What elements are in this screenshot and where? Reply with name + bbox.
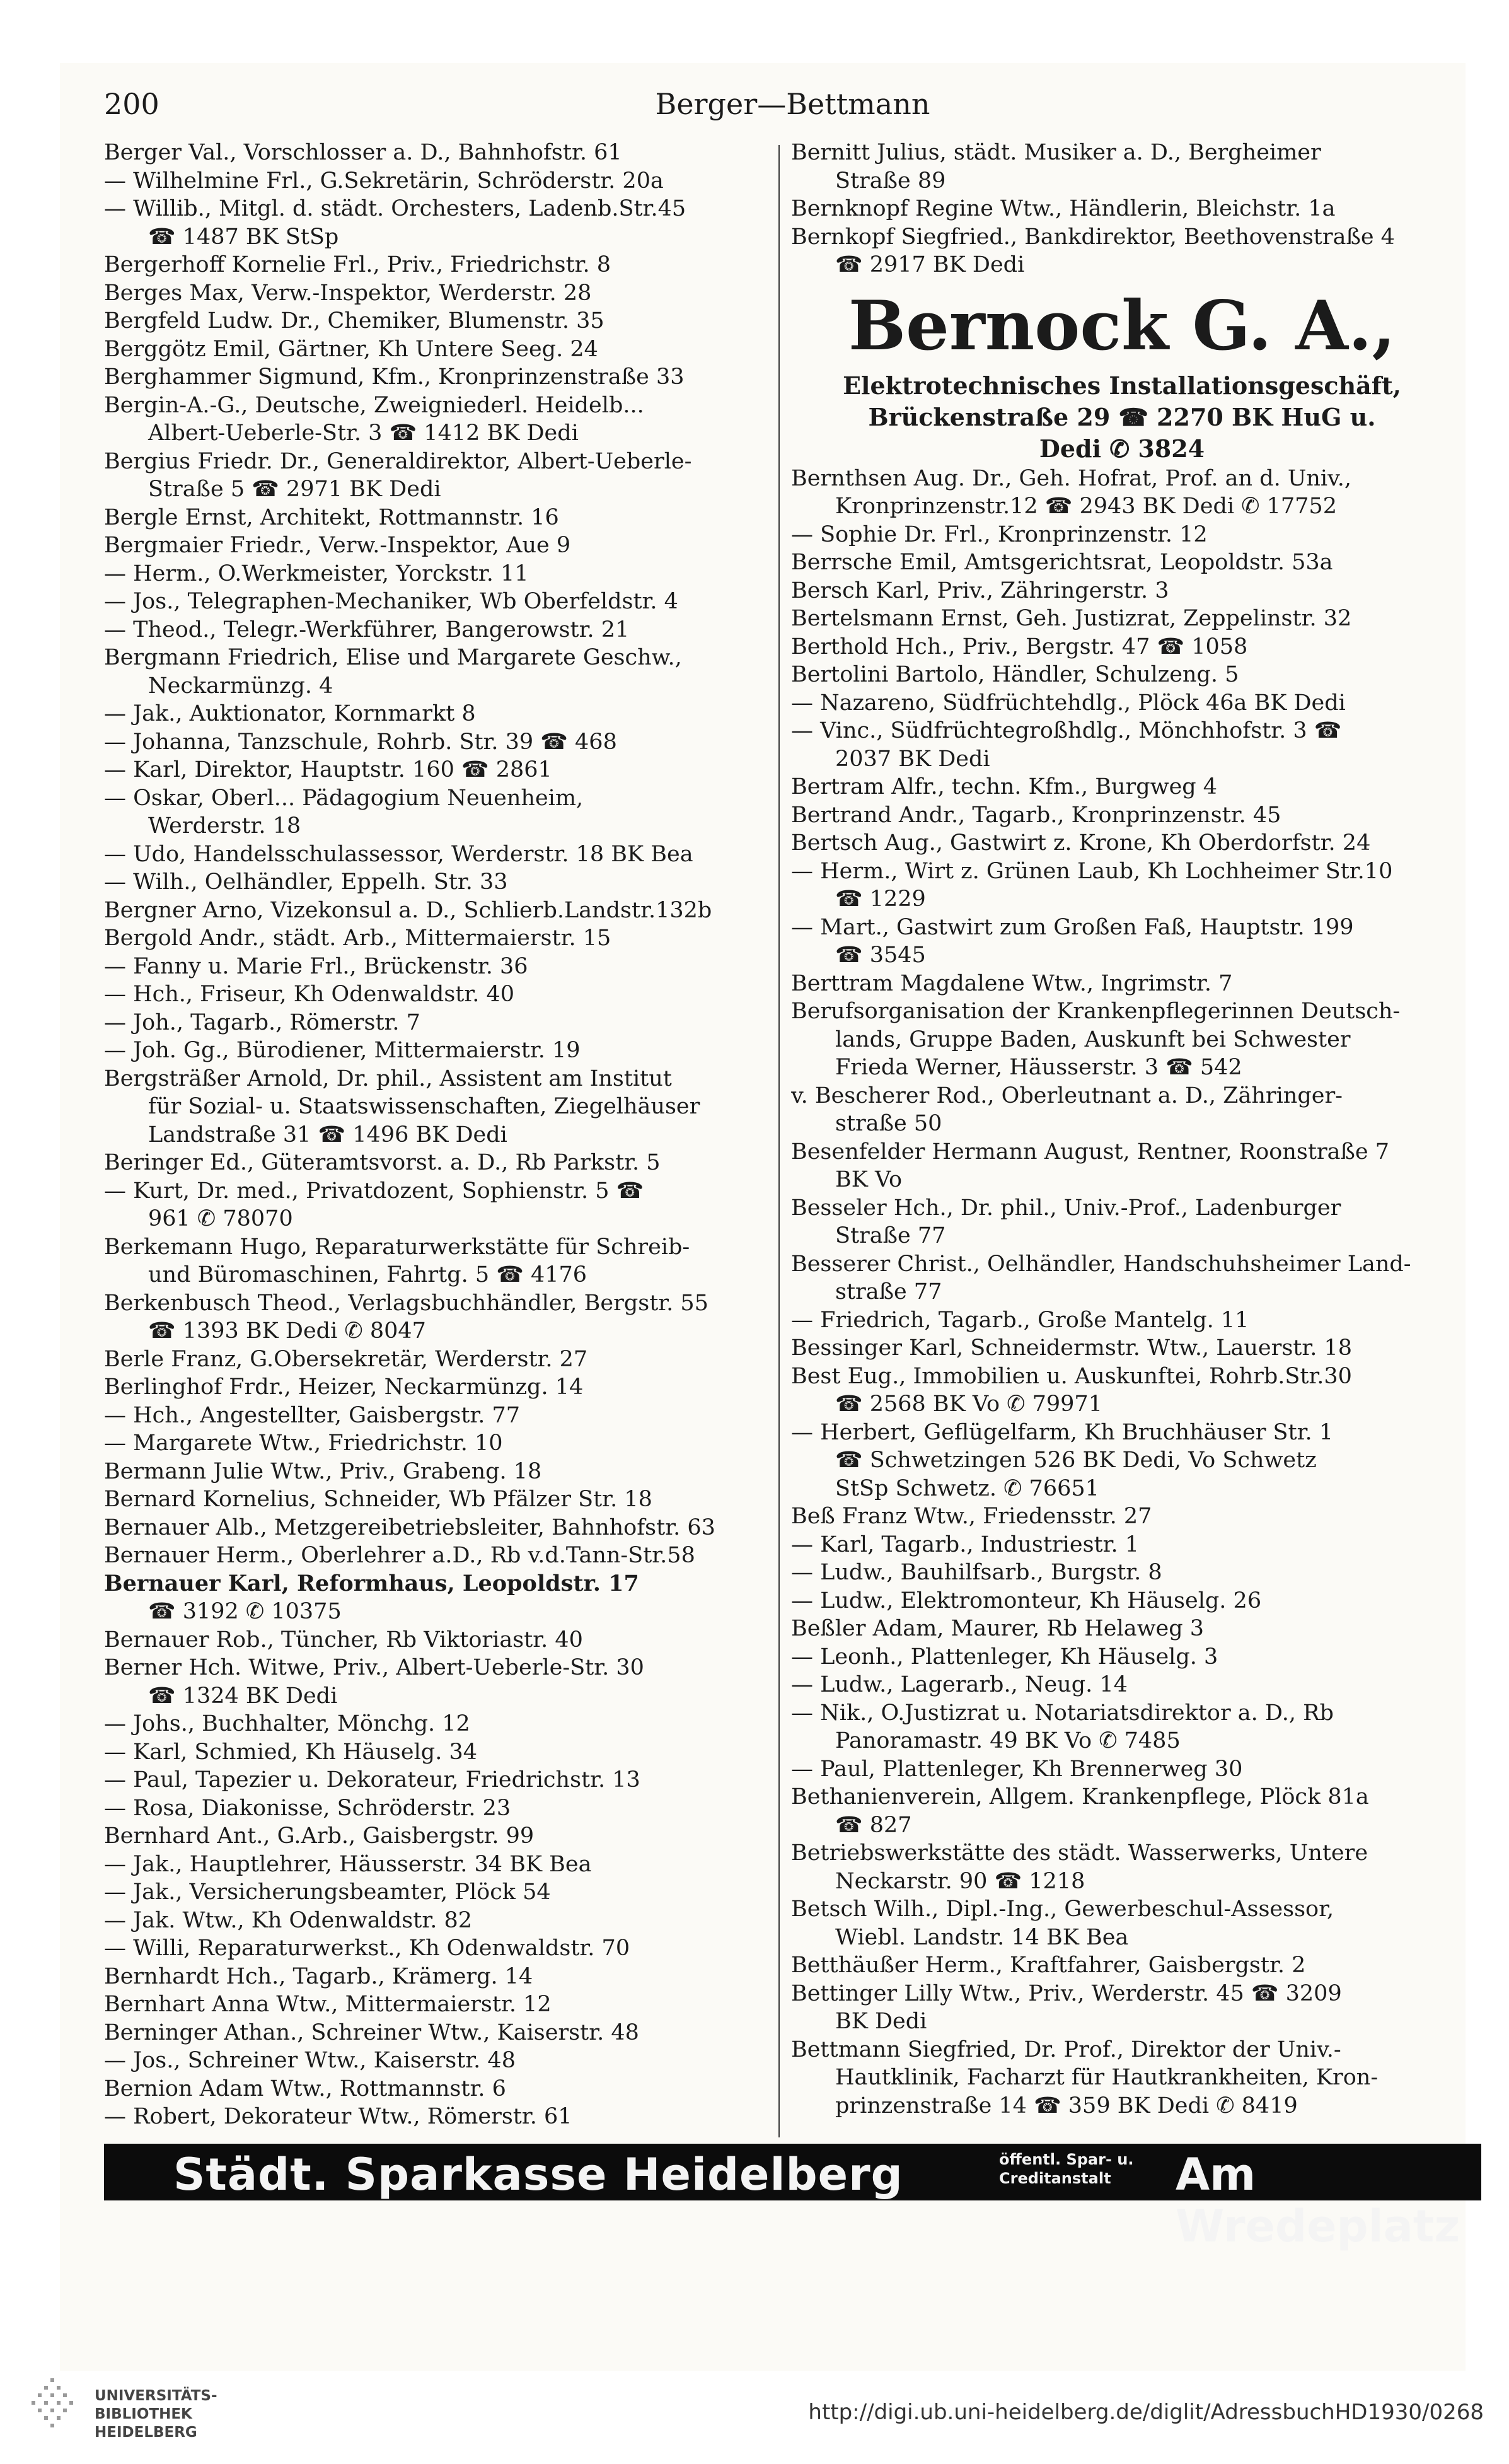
directory-entry: Bettmann Siegfried, Dr. Prof., Direktor der Univ.- — [791, 2037, 1341, 2062]
directory-entry: Besseler Hch., Dr. phil., Univ.-Prof., Ladenburger — [791, 1195, 1341, 1221]
banner-subtitle-line-1: öffentl. Spar- u. — [999, 2151, 1134, 2168]
directory-entry: 961 ✆ 78070 — [148, 1206, 293, 1231]
directory-entry: Kronprinzenstr.12 ☎ 2943 BK Dedi ✆ 17752 — [835, 494, 1337, 519]
directory-entry: — Karl, Direktor, Hauptstr. 160 ☎ 2861 — [104, 757, 552, 782]
directory-entry: Berthold Hch., Priv., Bergstr. 47 ☎ 1058 — [791, 634, 1248, 660]
directory-entry: Bergmaier Friedr., Verw.-Inspektor, Aue 9 — [104, 533, 571, 558]
directory-entry: — Udo, Handelsschulassessor, Werderstr. 18 BK Bea — [104, 841, 693, 867]
directory-entry: lands, Gruppe Baden, Auskunft bei Schwester — [835, 1026, 1351, 1052]
ad-line-1: Elektrotechnisches Installationsgeschäft, — [843, 371, 1401, 400]
right-column-top-entries — [791, 139, 1453, 279]
directory-entry: für Sozial- u. Staatswissenschaften, Ziegelhäuser — [148, 1094, 700, 1119]
directory-entry: ☎ Schwetzingen 526 BK Dedi, Vo Schwetz — [835, 1448, 1317, 1473]
directory-entry: Bergmann Friedrich, Elise und Margarete Geschw., — [104, 645, 682, 670]
directory-entry: — Ludw., Lagerarb., Neug. 14 — [791, 1672, 1128, 1697]
directory-entry: Bergerhoff Kornelie Frl., Priv., Friedrichstr. 8 — [104, 252, 611, 277]
ad-line-2: Brückenstraße 29 ☎ 2270 BK HuG u. — [868, 402, 1376, 431]
directory-entry: — Hch., Angestellter, Gaisbergstr. 77 — [104, 1402, 521, 1428]
running-head: Berger—Bettmann — [655, 87, 930, 121]
banner-subtitle-line-2: Creditanstalt — [999, 2170, 1111, 2187]
directory-entry: Berlinghof Frdr., Heizer, Neckarmünzg. 14 — [104, 1374, 584, 1400]
directory-entry: — Jak., Versicherungsbeamter, Plöck 54 — [104, 1880, 551, 1905]
directory-entry: — Theod., Telegr.-Werkführer, Bangerowstr. 21 — [104, 617, 630, 642]
directory-entry: ☎ 2917 BK Dedi — [835, 252, 1025, 277]
directory-entry: Berghammer Sigmund, Kfm., Kronprinzenstraße 33 — [104, 364, 685, 390]
directory-entry: Berner Hch. Witwe, Priv., Albert-Ueberle-Str. 30 — [104, 1655, 644, 1680]
directory-entry: — Jak., Auktionator, Kornmarkt 8 — [104, 701, 476, 726]
directory-entry: Best Eug., Immobilien u. Auskunftei, Rohrb.Str.30 — [791, 1363, 1352, 1389]
directory-entry: Bernkopf Siegfried., Bankdirektor, Beethovenstraße 4 — [791, 224, 1395, 250]
directory-entry: — Nik., O.Justizrat u. Notariatsdirektor a. D., Rb — [791, 1700, 1334, 1726]
banner-title: Städt. Sparkasse Heidelberg — [173, 2149, 903, 2200]
directory-entry: Betthäußer Herm., Kraftfahrer, Gaisbergstr. 2 — [791, 1953, 1306, 1978]
directory-entry: Bernthsen Aug. Dr., Geh. Hofrat, Prof. an d. Univ., — [791, 465, 1351, 491]
directory-entry: — Jak. Wtw., Kh Odenwaldstr. 82 — [104, 1907, 472, 1933]
directory-entry: — Vinc., Südfrüchtegroßhdlg., Mönchhofstr. 3 ☎ — [791, 718, 1342, 743]
directory-entry: Berggötz Emil, Gärtner, Kh Untere Seeg. 24 — [104, 336, 598, 362]
directory-entry: ☎ 2568 BK Vo ✆ 79971 — [835, 1392, 1102, 1417]
directory-entry: — Nazareno, Südfrüchtehdlg., Plöck 46a BK Dedi — [791, 690, 1346, 716]
directory-entry: Panoramastr. 49 BK Vo ✆ 7485 — [835, 1728, 1181, 1753]
page-header — [104, 87, 1481, 131]
directory-entry: Bertrand Andr., Tagarb., Kronprinzenstr. 45 — [791, 802, 1281, 828]
library-name-line-1: UNIVERSITÄTS- — [95, 2388, 217, 2404]
directory-entry: — Hch., Friseur, Kh Odenwaldstr. 40 — [104, 982, 515, 1007]
directory-entry: Berges Max, Verw.-Inspektor, Werderstr. 28 — [104, 280, 592, 306]
directory-entry: ☎ 1487 BK StSp — [148, 224, 339, 250]
directory-entry: Neckarstr. 90 ☎ 1218 — [835, 1868, 1085, 1894]
directory-entry: — Robert, Dekorateur Wtw., Römerstr. 61 — [104, 2104, 572, 2129]
directory-entry: BK Vo — [835, 1167, 903, 1192]
directory-entry: Berufsorganisation der Krankenpflegerinnen Deutsch- — [791, 999, 1401, 1024]
directory-entry: Bernknopf Regine Wtw., Händlerin, Bleichstr. 1a — [791, 196, 1336, 221]
directory-entry: Bergius Friedr. Dr., Generaldirektor, Albert-Ueberle- — [104, 448, 692, 474]
directory-entry: Beßler Adam, Maurer, Rb Helaweg 3 — [791, 1616, 1205, 1641]
directory-entry: — Johanna, Tanzschule, Rohrb. Str. 39 ☎ 468 — [104, 729, 617, 755]
directory-entry: ☎ 3192 ✆ 10375 — [148, 1599, 342, 1624]
directory-entry: Straße 89 — [835, 168, 946, 194]
footer — [0, 2376, 1509, 2464]
directory-entry: Bertsch Aug., Gastwirt z. Krone, Kh Oberdorfstr. 24 — [791, 830, 1371, 856]
directory-entry: Berttram Magdalene Wtw., Ingrimstr. 7 — [791, 970, 1233, 996]
directory-entry: BK Dedi — [835, 2009, 927, 2034]
directory-entry: Wiebl. Landstr. 14 BK Bea — [835, 1924, 1129, 1950]
directory-entry: Bernitt Julius, städt. Musiker a. D., Bergheimer — [791, 140, 1321, 165]
directory-entry: — Karl, Tagarb., Industriestr. 1 — [791, 1531, 1140, 1557]
directory-entry: — Jos., Schreiner Wtw., Kaiserstr. 48 — [104, 2048, 516, 2073]
directory-entry: Werderstr. 18 — [148, 813, 301, 839]
directory-entry: Betsch Wilh., Dipl.-Ing., Gewerbeschul-Assessor, — [791, 1897, 1334, 1922]
directory-entry: Berger Val., Vorschlosser a. D., Bahnhofstr. 61 — [104, 140, 622, 165]
bernock-advertisement — [791, 282, 1453, 465]
directory-entry: Besserer Christ., Oelhändler, Handschuhsheimer Land- — [791, 1251, 1411, 1277]
directory-entry: — Ludw., Bauhilfsarb., Burgstr. 8 — [791, 1560, 1162, 1585]
source-url-link[interactable]: http://digi.ub.uni-heidelberg.de/diglit/AdressbuchHD1930/0268 — [808, 2400, 1484, 2425]
banner-subtitle — [999, 2150, 1133, 2188]
directory-entry: 2037 BK Dedi — [835, 746, 990, 772]
directory-entry: Bergle Ernst, Architekt, Rottmannstr. 16 — [104, 504, 559, 530]
directory-entry: Berle Franz, G.Obersekretär, Werderstr. 27 — [104, 1346, 588, 1372]
directory-entry: — Jos., Telegraphen-Mechaniker, Wb Oberfeldstr. 4 — [104, 589, 678, 614]
directory-entry: — Herbert, Geflügelfarm, Kh Bruchhäuser Str. 1 — [791, 1419, 1333, 1445]
directory-entry: — Willi, Reparaturwerkst., Kh Odenwaldstr. 70 — [104, 1936, 630, 1961]
column-divider — [778, 145, 780, 2137]
directory-entry: Bethanienverein, Allgem. Krankenpflege, Plöck 81a — [791, 1784, 1369, 1810]
library-name — [95, 2387, 217, 2442]
directory-entry: — Oskar, Oberl... Pädagogium Neuenheim, — [104, 785, 584, 811]
directory-entry: Bernhart Anna Wtw., Mittermaierstr. 12 — [104, 1992, 552, 2017]
directory-entry: Bergfeld Ludw. Dr., Chemiker, Blumenstr. 35 — [104, 308, 604, 334]
directory-entry: Beß Franz Wtw., Friedensstr. 27 — [791, 1504, 1152, 1529]
ad-line-3: Dedi ✆ 3824 — [1039, 434, 1205, 463]
directory-entry: — Jak., Hauptlehrer, Häusserstr. 34 BK Bea — [104, 1851, 592, 1877]
directory-entry: ☎ 1393 BK Dedi ✆ 8047 — [148, 1318, 426, 1344]
ad-company-name: Bernock G. A., — [848, 286, 1396, 366]
directory-entry: Bergin-A.-G., Deutsche, Zweigniederl. Heidelb... — [104, 392, 644, 418]
directory-entry: ☎ 3545 — [835, 943, 926, 968]
directory-entry: Bertelsmann Ernst, Geh. Justizrat, Zeppelinstr. 32 — [791, 606, 1352, 631]
directory-entry: Bertolini Bartolo, Händler, Schulzeng. 5 — [791, 662, 1239, 687]
directory-entry: Betriebswerkstätte des städt. Wasserwerks, Untere — [791, 1840, 1368, 1866]
directory-entry: Bergner Arno, Vizekonsul a. D., Schlierb.Landstr.132b — [104, 897, 712, 923]
directory-entry: Bergold Andr., städt. Arb., Mittermaierstr. 15 — [104, 926, 611, 951]
directory-entry: — Joh., Tagarb., Römerstr. 7 — [104, 1009, 420, 1035]
right-column-bottom-entries — [791, 465, 1453, 2120]
directory-entry: Bernauer Karl, Reformhaus, Leopoldstr. 17 — [104, 1570, 639, 1596]
library-name-line-2: BIBLIOTHEK — [95, 2406, 192, 2422]
directory-entry: Berninger Athan., Schreiner Wtw., Kaiserstr. 48 — [104, 2019, 639, 2045]
directory-entry: — Sophie Dr. Frl., Kronprinzenstr. 12 — [791, 521, 1208, 547]
directory-entry: v. Bescherer Rod., Oberleutnant a. D., Zähringer- — [791, 1083, 1343, 1108]
directory-entry: Beringer Ed., Güteramtsvorst. a. D., Rb Parkstr. 5 — [104, 1150, 661, 1175]
directory-entry: — Ludw., Elektromonteur, Kh Häuselg. 26 — [791, 1588, 1262, 1613]
directory-entry: Hautklinik, Facharzt für Hautkrankheiten, Kron- — [835, 2065, 1379, 2090]
directory-entry: Albert-Ueberle-Str. 3 ☎ 1412 BK Dedi — [148, 421, 579, 446]
directory-entry: Bettinger Lilly Wtw., Priv., Werderstr. 45 ☎ 3209 — [791, 1980, 1342, 2006]
directory-entry: Bertram Alfr., techn. Kfm., Burgweg 4 — [791, 774, 1218, 799]
directory-entry: — Wilhelmine Frl., G.Sekretärin, Schröderstr. 20a — [104, 168, 664, 194]
directory-entry: — Wilh., Oelhändler, Eppelh. Str. 33 — [104, 869, 508, 895]
directory-entry: ☎ 1324 BK Dedi — [148, 1683, 338, 1709]
directory-entry: und Büromaschinen, Fahrtg. 5 ☎ 4176 — [148, 1262, 587, 1287]
directory-entry: straße 77 — [835, 1279, 942, 1305]
directory-entry: — Friedrich, Tagarb., Große Mantelg. 11 — [791, 1307, 1249, 1333]
right-column — [791, 139, 1453, 2144]
directory-entry: Bernauer Alb., Metzgereibetriebsleiter, Bahnhofstr. 63 — [104, 1514, 715, 1540]
directory-entry: Bernhardt Hch., Tagarb., Krämerg. 14 — [104, 1963, 533, 1989]
directory-entry: ☎ 1229 — [835, 886, 926, 912]
directory-entry: — Mart., Gastwirt zum Großen Faß, Hauptstr. 199 — [791, 914, 1354, 940]
directory-entry: Straße 5 ☎ 2971 BK Dedi — [148, 477, 441, 502]
directory-entry: straße 50 — [835, 1111, 942, 1136]
directory-entry: Bernauer Herm., Oberlehrer a.D., Rb v.d.Tann-Str.58 — [104, 1543, 695, 1568]
directory-entry: Bessinger Karl, Schneidermstr. Wtw., Lauerstr. 18 — [791, 1335, 1353, 1361]
directory-entry: — Paul, Tapezier u. Dekorateur, Friedrichstr. 13 — [104, 1767, 640, 1793]
directory-entry: Besenfelder Hermann August, Rentner, Roonstraße 7 — [791, 1139, 1389, 1165]
directory-entry: Neckarmünzg. 4 — [148, 673, 333, 699]
directory-entry: Bernauer Rob., Tüncher, Rb Viktoriastr. 40 — [104, 1627, 583, 1653]
page-number: 200 — [104, 87, 159, 121]
library-name-line-3: HEIDELBERG — [95, 2424, 197, 2441]
directory-entry: Berkenbusch Theod., Verlagsbuchhändler, Bergstr. 55 — [104, 1290, 708, 1316]
directory-entry: — Margarete Wtw., Friedrichstr. 10 — [104, 1431, 503, 1456]
directory-entry: — Joh. Gg., Bürodiener, Mittermaierstr. 19 — [104, 1038, 581, 1063]
directory-entry: Straße 77 — [835, 1223, 946, 1248]
directory-entry: prinzenstraße 14 ☎ 359 BK Dedi ✆ 8419 — [835, 2093, 1298, 2118]
directory-entry: — Herm., Wirt z. Grünen Laub, Kh Lochheimer Str.10 — [791, 858, 1393, 884]
directory-entry: — Fanny u. Marie Frl., Brückenstr. 36 — [104, 953, 528, 979]
directory-entry: Frieda Werner, Häusserstr. 3 ☎ 542 — [835, 1055, 1242, 1080]
directory-entry: Bernion Adam Wtw., Rottmannstr. 6 — [104, 2076, 506, 2101]
directory-entry: — Leonh., Plattenleger, Kh Häuselg. 3 — [791, 1644, 1218, 1670]
directory-entry: — Rosa, Diakonisse, Schröderstr. 23 — [104, 1795, 511, 1821]
directory-entry: StSp Schwetz. ✆ 76651 — [835, 1475, 1099, 1501]
directory-entry: — Kurt, Dr. med., Privatdozent, Sophienstr. 5 ☎ — [104, 1178, 644, 1204]
directory-entry: Bernhard Ant., G.Arb., Gaisbergstr. 99 — [104, 1823, 535, 1849]
directory-entry: Bermann Julie Wtw., Priv., Grabeng. 18 — [104, 1458, 542, 1484]
directory-entry: — Herm., O.Werkmeister, Yorckstr. 11 — [104, 561, 529, 586]
directory-entry: Bersch Karl, Priv., Zähringerstr. 3 — [791, 578, 1169, 603]
directory-entry: — Johs., Buchhalter, Mönchg. 12 — [104, 1711, 470, 1736]
library-logo-icon — [32, 2378, 76, 2441]
directory-entry: Bernard Kornelius, Schneider, Wb Pfälzer Str. 18 — [104, 1487, 652, 1512]
sparkasse-banner — [104, 2144, 1481, 2252]
directory-entry: Berkemann Hugo, Reparaturwerkstätte für Schreib- — [104, 1234, 690, 1260]
directory-entry: Berrsche Emil, Amtsgerichtsrat, Leopoldstr. 53a — [791, 550, 1333, 575]
directory-entry: — Karl, Schmied, Kh Häuselg. 34 — [104, 1739, 477, 1765]
directory-entry: Landstraße 31 ☎ 1496 BK Dedi — [148, 1122, 507, 1148]
directory-entry: — Paul, Plattenleger, Kh Brennerweg 30 — [791, 1756, 1243, 1782]
directory-entry: ☎ 827 — [835, 1812, 912, 1838]
directory-entry: Bergsträßer Arnold, Dr. phil., Assistent am Institut — [104, 1066, 672, 1091]
banner-location: Am Wredeplatz — [1176, 2149, 1460, 2252]
left-column — [104, 139, 766, 2144]
directory-entry: — Willib., Mitgl. d. städt. Orchesters, Ladenb.Str.45 — [104, 196, 686, 221]
